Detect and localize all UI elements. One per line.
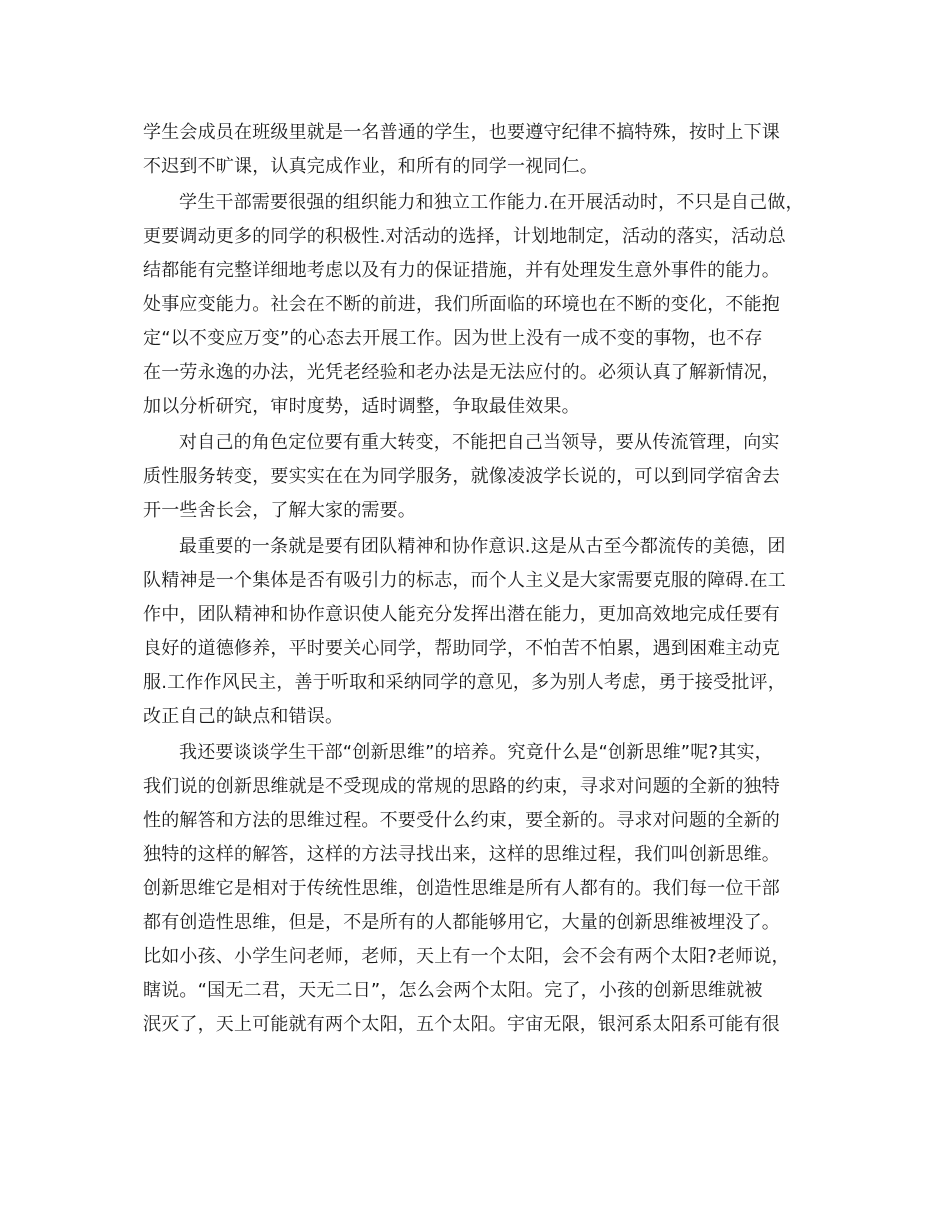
paragraph-start-line: 我还要谈谈学生干部“创新思维”的培养。究竟什么是“创新思维”呢?其实， — [179, 742, 773, 763]
text-line: 学生会成员在班级里就是一名普通的学生，也要遵守纪律不搞特殊，按时上下课 — [143, 122, 780, 143]
paragraph-start-line: 最重要的一条就是要有团队精神和协作意识.这是从古至今都流传的美德，团 — [179, 536, 786, 557]
paragraph-start-line: 学生干部需要很强的组织能力和独立工作能力.在开展活动时，不只是自己做， — [179, 192, 804, 213]
text-line: 创新思维它是相对于传统性思维，创造性思维是所有人都有的。我们每一位干部 — [143, 878, 780, 899]
text-line: 都有创造性思维，但是，不是所有的人都能够用它，大量的创新思维被埋没了。 — [143, 912, 780, 933]
text-line: 质性服务转变，要实实在在为同学服务，就像凌波学长说的，可以到同学宿舍去 — [143, 466, 780, 487]
text-line: 更要调动更多的同学的积极性.对活动的选择，计划地制定，活动的落实，活动总 — [143, 226, 786, 247]
text-line: 服.工作作风民主，善于听取和采纳同学的意见，多为别人考虑，勇于接受批评， — [143, 672, 786, 693]
text-line: 定“以不变应万变”的心态去开展工作。因为世上没有一成不变的事物，也不存 — [143, 328, 763, 349]
text-line: 我们说的创新思维就是不受现成的常规的思路的约束，寻求对问题的全新的独特 — [143, 776, 780, 797]
text-line: 泯灭了，天上可能就有两个太阳，五个太阳。宇宙无限，银河系太阳系可能有很 — [143, 1014, 780, 1035]
text-line: 独特的这样的解答，这样的方法寻找出来，这样的思维过程，我们叫创新思维。 — [143, 844, 780, 865]
text-line: 作中，团队精神和协作意识使人能充分发挥出潜在能力，更加高效地完成任要有 — [143, 604, 780, 625]
text-line: 在一劳永逸的办法，光凭老经验和老办法是无法应付的。必须认真了解新情况， — [143, 362, 780, 383]
text-line: 不迟到不旷课，认真完成作业，和所有的同学一视同仁。 — [143, 156, 598, 177]
paragraph-start-line: 对自己的角色定位要有重大转变，不能把自己当领导，要从传流管理，向实 — [179, 432, 780, 453]
text-line: 结都能有完整详细地考虑以及有力的保证措施，并有处理发生意外事件的能力。 — [143, 260, 780, 281]
text-line: 处事应变能力。社会在不断的前进，我们所面临的环境也在不断的变化，不能抱 — [143, 294, 780, 315]
text-line: 性的解答和方法的思维过程。不要受什么约束，要全新的。寻求对问题的全新的 — [143, 810, 780, 831]
text-line: 良好的道德修养，平时要关心同学，帮助同学，不怕苦不怕累，遇到困难主动克 — [143, 638, 780, 659]
text-line: 队精神是一个集体是否有吸引力的标志，而个人主义是大家需要克服的障碍.在工 — [143, 570, 786, 591]
text-line: 比如小孩、小学生问老师，老师，天上有一个太阳，会不会有两个太阳?老师说， — [143, 946, 790, 967]
text-line: 瞎说。“国无二君，天无二日”，怎么会两个太阳。完了，小孩的创新思维就被 — [143, 980, 763, 1001]
text-line: 改正自己的缺点和错误。 — [143, 706, 344, 727]
text-line: 加以分析研究，审时度势，适时调整，争取最佳效果。 — [143, 396, 580, 417]
text-line: 开一些舍长会，了解大家的需要。 — [143, 500, 416, 521]
